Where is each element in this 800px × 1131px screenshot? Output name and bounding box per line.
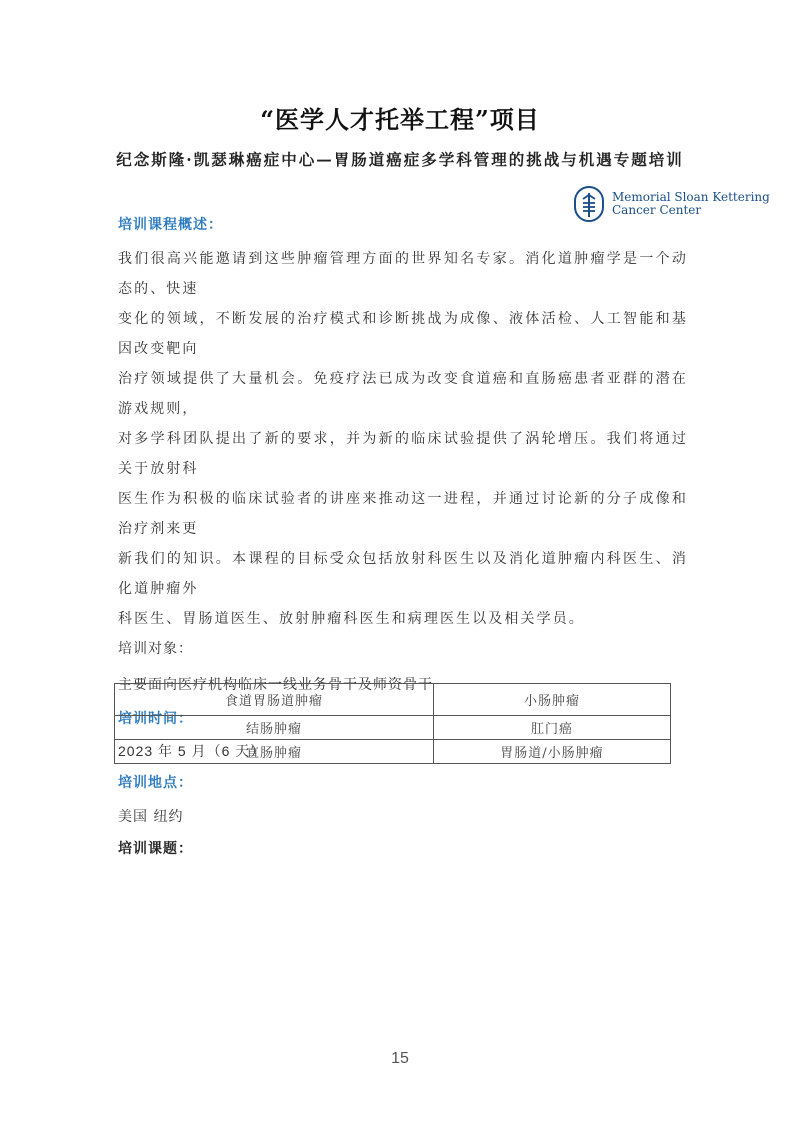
location-heading: 培训地点： [118, 775, 193, 791]
table-cell: 小肠肿瘤 [434, 684, 671, 716]
overview-line: 医生作为积极的临床试验者的讲座来推动这一进程，并通过讨论新的分子成像和治疗剂来更 [118, 491, 688, 537]
overview-line: 新我们的知识。本课程的目标受众包括放射科医生以及消化道肿瘤内科医生、消化道肿瘤外 [118, 551, 688, 597]
overview-line: 对多学科团队提出了新的要求，并为新的临床试验提供了涡轮增压。我们将通过关于放射科 [118, 431, 688, 477]
document-subtitle: 纪念斯隆·凯瑟琳癌症中心—胃肠道癌症多学科管理的挑战与机遇专题培训 [116, 150, 684, 169]
document-body [118, 214, 688, 868]
time-value: 2023 年 5 月（6 天） [118, 743, 266, 759]
logo-line-2: Cancer Center [612, 203, 702, 217]
time-heading: 培训时间： [118, 711, 193, 727]
table-cell: 胃肠道/小肠肿瘤 [434, 740, 671, 764]
table-cell: 肛门癌 [434, 716, 671, 740]
logo-line-1: Memorial Sloan Kettering [612, 190, 770, 204]
overview-line: 科医生、胃肠道医生、放射肿瘤科医生和病理医生以及相关学员。 [118, 611, 585, 627]
overview-heading: 培训课程概述： [118, 217, 223, 233]
topics-table [114, 683, 671, 764]
audience-value: 主要面向医疗机构临床一线业务骨干及师资骨干 [118, 677, 433, 693]
overview-line: 变化的领域，不断发展的治疗模式和诊断挑战为成像、液体活检、人工智能和基因改变靶向 [118, 311, 688, 357]
location-value: 美国 纽约 [118, 809, 184, 825]
document-title: “医学人才托举工程”项目 [260, 105, 540, 134]
overview-line: 治疗领域提供了大量机会。免疫疗法已成为改变食道癌和直肠癌患者亚群的潜在游戏规则， [118, 371, 688, 417]
topics-heading: 培训课题： [118, 841, 193, 857]
table-row [115, 716, 671, 740]
table-cell: 食道胃肠道肿瘤 [115, 684, 434, 716]
table-cell: 结肠肿瘤 [115, 716, 434, 740]
table-cell: 直肠肿瘤 [115, 740, 434, 764]
audience-heading: 培训对象： [118, 641, 193, 657]
overview-paragraph [118, 244, 688, 634]
table-row [115, 684, 671, 716]
overview-line: 我们很高兴能邀请到这些肿瘤管理方面的世界知名专家。消化道肿瘤学是一个动态的、快速 [118, 251, 688, 297]
page-number: 15 [391, 1050, 409, 1067]
table-row [115, 740, 671, 764]
